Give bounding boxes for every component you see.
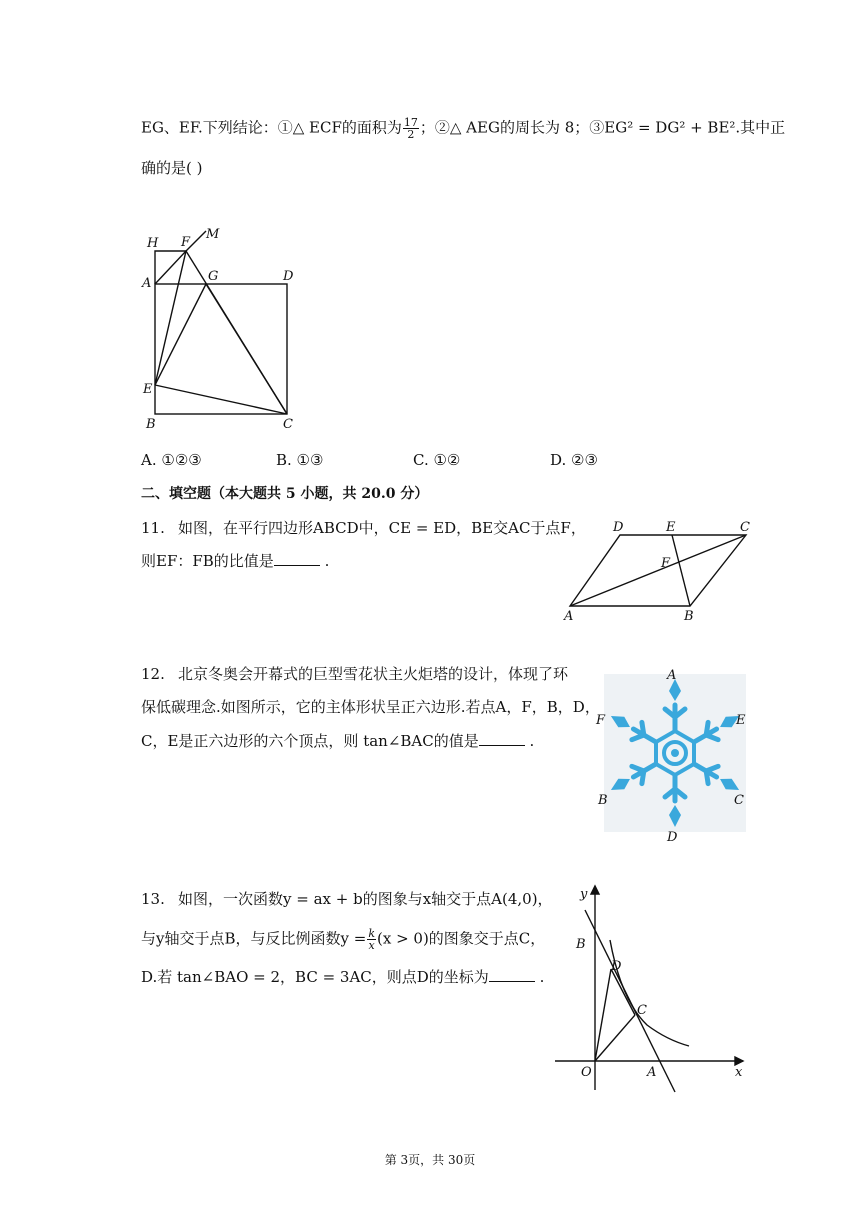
q12-line3-text: C，E是正六边形的六个顶点，则 tan∠BAC的值是: [141, 732, 479, 750]
label-E: E: [143, 382, 153, 397]
label-A: A: [647, 1065, 657, 1080]
page-footer: 第 3页，共 30页: [384, 1153, 476, 1167]
frac-num: k: [368, 927, 375, 940]
q11-number: 11.: [141, 519, 165, 537]
label-B: B: [146, 417, 156, 432]
label-B: B: [684, 609, 694, 624]
q10-figure: [140, 222, 310, 434]
frac-den: x: [368, 939, 375, 952]
label-D: D: [611, 959, 622, 974]
option-a[interactable]: A. ①②③: [141, 451, 202, 469]
q10-fraction: [403, 117, 419, 140]
q10-line1-a: EG、EF.下列结论：①△ ECF的面积为: [141, 118, 402, 137]
label-E: E: [736, 713, 746, 728]
q10-line1: [141, 117, 785, 140]
option-c[interactable]: C. ①②: [413, 451, 461, 469]
q13-number: 13.: [141, 890, 165, 908]
q12-line1: 北京冬奥会开幕式的巨型雪花状主火炬塔的设计，体现了环: [178, 665, 569, 683]
label-A: A: [564, 609, 574, 624]
q13-line2-b: (x > 0)的图象交于点C，: [376, 929, 546, 948]
label-A: A: [142, 276, 152, 291]
q13-line3-text: D.若 tan∠BAO = 2，BC = 3AC，则点D的坐标为: [141, 968, 489, 986]
q13-line1: 如图，一次函数y = ax + b的图象与x轴交于点A(4,0)，: [178, 890, 553, 908]
q13-figure: [555, 880, 760, 1095]
q11-end: .: [324, 552, 330, 570]
option-d[interactable]: D. ②③: [550, 451, 598, 469]
q10-line2: 确的是( ): [141, 159, 203, 177]
label-F: F: [596, 713, 606, 728]
q12-answer-blank[interactable]: [479, 731, 525, 746]
q12-end: .: [529, 732, 535, 750]
label-D: D: [283, 269, 294, 284]
q13-answer-blank[interactable]: [489, 967, 535, 982]
q11-line2-text: 则EF：FB的比值是: [141, 552, 274, 570]
label-F: F: [181, 235, 191, 250]
q13-end: .: [539, 968, 545, 986]
label-B: B: [598, 793, 608, 808]
label-C: C: [734, 793, 744, 808]
q11-line1: 如图，在平行四边形ABCD中，CE = ED，BE交AC于点F，: [178, 519, 586, 537]
q12-line3: [141, 731, 534, 751]
label-M: M: [206, 227, 220, 242]
q13-line2-a: 与y轴交于点B，与反比例函数y =: [141, 929, 367, 948]
label-C: C: [740, 520, 750, 535]
q11-figure: [560, 515, 760, 625]
label-C: C: [283, 417, 293, 432]
label-D: D: [613, 520, 624, 535]
label-D: D: [667, 830, 678, 845]
q10-line1-b: ；②△ AEG的周长为 8；③EG² = DG² + BE².其中正: [419, 118, 786, 137]
label-O: O: [581, 1065, 592, 1080]
q13-line3: [141, 967, 544, 987]
frac-den: 2: [407, 128, 415, 141]
q11-answer-blank[interactable]: [274, 551, 320, 566]
label-x: x: [735, 1065, 743, 1080]
label-y: y: [580, 887, 588, 902]
option-b[interactable]: B. ①③: [276, 451, 324, 469]
label-C: C: [637, 1003, 647, 1018]
label-B: B: [576, 937, 586, 952]
q13-fraction: [367, 928, 376, 951]
q12-figure: [590, 662, 760, 847]
q13-line2: [141, 928, 545, 951]
label-A: A: [667, 668, 677, 683]
q12-number: 12.: [141, 665, 165, 683]
section-heading: 二、填空题（本大题共 5 小题，共 20.0 分）: [141, 486, 429, 502]
label-G: G: [208, 269, 219, 284]
q11-line2: [141, 551, 329, 571]
q12-line2: 保低碳理念.如图所示，它的主体形状呈正六边形.若点A，F，B，D，: [141, 698, 600, 716]
label-F: F: [661, 556, 671, 571]
label-H: H: [147, 236, 159, 251]
label-E: E: [666, 520, 676, 535]
frac-num: 17: [403, 116, 418, 129]
